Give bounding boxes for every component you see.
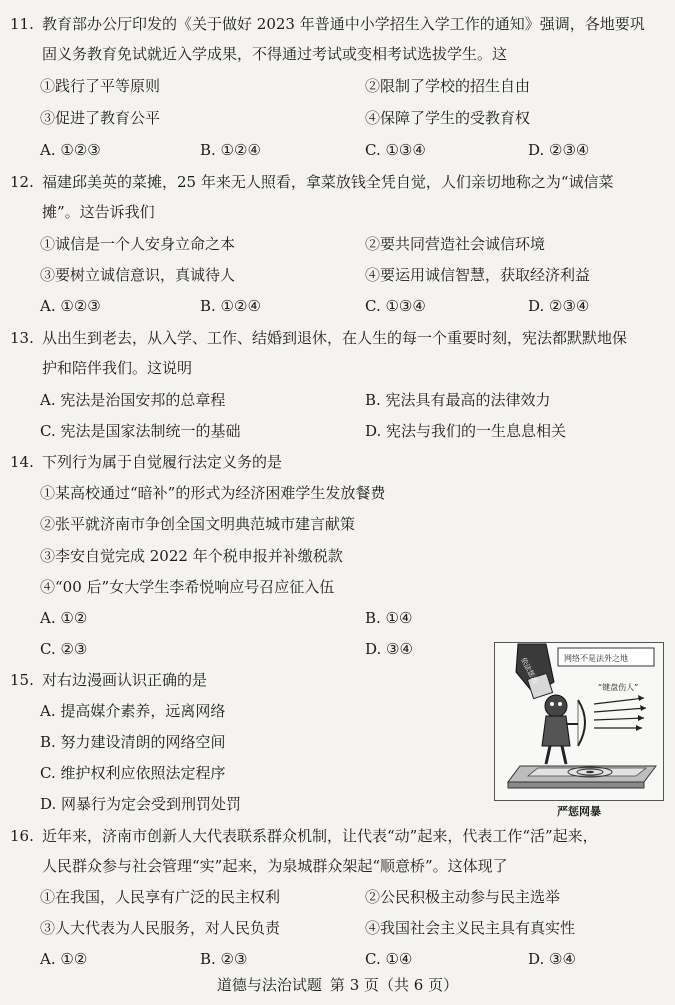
q11-stem-text1: 教育部办公厅印发的《关于做好 2023 年普通中小学招生入学工作的通知》强调，各地要巩 — [42, 15, 645, 33]
q15-cartoon-illustration — [494, 642, 664, 818]
cartoon-arrow-label: “键盘伤人” — [598, 683, 639, 692]
q12-option-d: D. ②③④ — [528, 297, 590, 315]
q14-option-b: B. ①④ — [365, 609, 413, 627]
q16-option-d: D. ③④ — [528, 950, 576, 968]
q16-statement-2: ②公民积极主动参与民主选举 — [365, 888, 561, 906]
q16-statement-3: ③人大代表为人民服务，对人民负责 — [40, 919, 281, 937]
footer-page-number: 第 3 页（共 6 页） — [329, 976, 459, 994]
q11-number: 11. — [10, 15, 34, 33]
q11-option-d: D. ②③④ — [528, 141, 590, 159]
q16-stem-text1: 近年来，济南市创新人大代表联系群众机制，让代表“动”起来，代表工作“活”起来， — [42, 827, 598, 845]
q12-number: 12. — [10, 173, 34, 191]
q13-stem-line2: 护和陪伴我们。这说明 — [42, 359, 193, 377]
q12-stem-line2: 摊”。这告诉我们 — [42, 203, 155, 221]
q12-statement-1: ①诚信是一个人安身立命之本 — [40, 235, 236, 253]
q11-statement-1: ①践行了平等原则 — [40, 77, 161, 95]
q12-option-c: C. ①③④ — [365, 297, 426, 315]
q14-statement-2: ②张平就济南市争创全国文明典范城市建言献策 — [40, 515, 356, 533]
q15-stem-line1 — [10, 670, 207, 692]
q14-option-d: D. ③④ — [365, 640, 413, 658]
q16-statement-1: ①在我国，人民享有广泛的民主权利 — [40, 888, 281, 906]
q16-number: 16. — [10, 827, 34, 845]
q15-stem-text1: 对右边漫画认识正确的是 — [42, 671, 208, 689]
q14-number: 14. — [10, 453, 34, 471]
q12-option-a: A. ①②③ — [40, 297, 101, 315]
q13-number: 13. — [10, 329, 34, 347]
q13-option-a: A. 宪法是治国安邦的总章程 — [40, 391, 226, 409]
q13-stem-line1 — [10, 328, 627, 350]
q15-option-c: C. 维护权利应依照法定程序 — [40, 764, 226, 782]
q14-statement-1: ①某高校通过“暗补”的形式为经济困难学生发放餐费 — [40, 484, 386, 502]
q15-option-d: D. 网暴行为定会受到刑罚处罚 — [40, 795, 242, 813]
q16-stem-line1 — [10, 826, 598, 848]
q16-option-c: C. ①④ — [365, 950, 413, 968]
q11-option-b: B. ①②④ — [200, 141, 261, 159]
q13-stem-text1: 从出生到老去，从入学、工作、结婚到退休，在人生的每一个重要时刻，宪法都默默地保 — [42, 329, 628, 347]
page-footer — [0, 975, 675, 995]
q12-statement-3: ③要树立诚信意识，真诚待人 — [40, 266, 236, 284]
q14-statement-3: ③李安自觉完成 2022 年个税申报并补缴税款 — [40, 547, 343, 565]
q12-stem-text1: 福建邱美英的菜摊，25 年来无人照看，拿菜放钱全凭自觉，人们亲切地称之为“诚信菜 — [42, 173, 614, 191]
cartoon-stamp-label: 依法惩治 — [519, 656, 540, 685]
q14-statement-4: ④“00 后”女大学生李希悦响应号召应征入伍 — [40, 578, 335, 596]
footer-subject: 道德与法治试题 — [216, 976, 322, 994]
q12-statement-4: ④要运用诚信智慧，获取经济利益 — [365, 266, 591, 284]
q15-option-a: A. 提高媒介素养，远离网络 — [40, 702, 226, 720]
q15-number: 15. — [10, 671, 34, 689]
q11-option-c: C. ①③④ — [365, 141, 426, 159]
cartoon-sign-text: 网络不是法外之地 — [564, 654, 628, 663]
q13-option-b: B. 宪法具有最高的法律效力 — [365, 391, 551, 409]
q11-statement-4: ④保障了学生的受教育权 — [365, 109, 531, 127]
cartoon-caption: 严惩网暴 — [557, 805, 601, 818]
q11-statement-2: ②限制了学校的招生自由 — [365, 77, 531, 95]
q16-option-a: A. ①② — [40, 950, 88, 968]
q11-stem-line2: 固义务教育免试就近入学成果，不得通过考试或变相考试选拔学生。这 — [42, 45, 508, 63]
q13-option-c: C. 宪法是国家法制统一的基础 — [40, 422, 241, 440]
q11-option-a: A. ①②③ — [40, 141, 101, 159]
q14-stem-text1: 下列行为属于自觉履行法定义务的是 — [42, 453, 283, 471]
q16-option-b: B. ②③ — [200, 950, 248, 968]
q14-stem-line1 — [10, 452, 282, 474]
q12-stem-line1 — [10, 172, 614, 194]
q14-option-c: C. ②③ — [40, 640, 88, 658]
q12-option-b: B. ①②④ — [200, 297, 261, 315]
q16-statement-4: ④我国社会主义民主具有真实性 — [365, 919, 576, 937]
q14-option-a: A. ①② — [40, 609, 88, 627]
q11-stem-line1 — [10, 14, 645, 36]
q13-option-d: D. 宪法与我们的一生息息相关 — [365, 422, 567, 440]
q15-option-b: B. 努力建设清朗的网络空间 — [40, 733, 226, 751]
q12-statement-2: ②要共同营造社会诚信环境 — [365, 235, 546, 253]
q16-stem-line2: 人民群众参与社会管理“实”起来，为泉城群众架起“顺意桥”。这体现了 — [42, 857, 508, 875]
q11-statement-3: ③促进了教育公平 — [40, 109, 161, 127]
